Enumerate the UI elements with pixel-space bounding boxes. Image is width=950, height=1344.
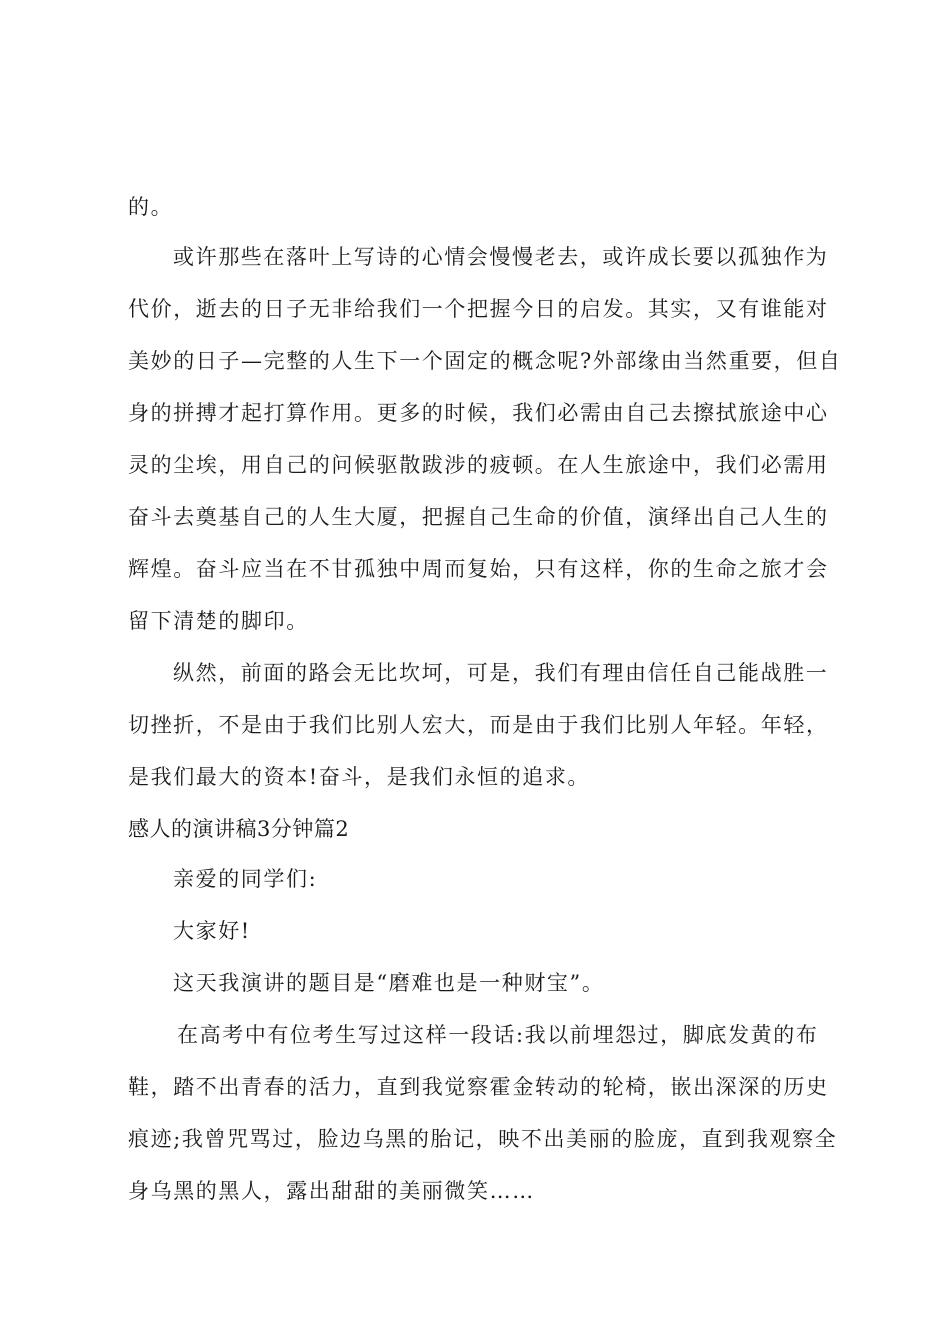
paragraph-line: 纵然，前面的路会无比坎坷，可是，我们有理由信任自己能战胜一 xyxy=(173,661,829,685)
paragraph-line: 这天我演讲的题目是“磨难也是一种财宝”。 xyxy=(173,971,605,995)
paragraph-line: 鞋，踏不出青春的活力，直到我觉察霍金转动的轮椅，嵌出深深的历史 xyxy=(128,1075,829,1099)
paragraph-line: 是我们最大的资本!奋斗，是我们永恒的追求。 xyxy=(128,765,591,789)
paragraph-line: 切挫折，不是由于我们比别人宏大，而是由于我们比别人年轻。年轻， xyxy=(128,713,829,737)
greeting-line: 大家好! xyxy=(173,919,251,943)
greeting-line: 亲爱的同学们: xyxy=(173,867,318,891)
paragraph-line: 代价，逝去的日子无非给我们一个把握今日的启发。其实，又有谁能对 xyxy=(128,297,829,321)
paragraph-line: 辉煌。奋斗应当在不甘孤独中周而复始，只有这样，你的生命之旅才会 xyxy=(128,557,829,581)
section-heading: 感人的演讲稿3分钟篇2 xyxy=(128,817,350,841)
paragraph-line: 的。 xyxy=(128,195,174,219)
paragraph-line: 身乌黑的黑人，露出甜甜的美丽微笑…… xyxy=(128,1179,535,1203)
paragraph-line: 留下清楚的脚印。 xyxy=(128,609,309,633)
paragraph-line: 在高考中有位考生写过这样一段话:我以前埋怨过，脚底发黄的布 xyxy=(177,1023,819,1047)
paragraph-line: 痕迹;我曾咒骂过，脸边乌黑的胎记，映不出美丽的脸庞，直到我观察全 xyxy=(128,1127,838,1151)
paragraph-line: 奋斗去奠基自己的人生大厦，把握自己生命的价值，演绎出自己人生的 xyxy=(128,505,829,529)
paragraph-line: 灵的尘埃，用自己的问候驱散跋涉的疲顿。在人生旅途中，我们必需用 xyxy=(128,453,829,477)
paragraph-line: 美妙的日子—完整的人生下一个固定的概念呢?外部缘由当然重要，但自 xyxy=(128,349,842,373)
paragraph-line: 身的拼搏才起打算作用。更多的时候，我们必需由自己去擦拭旅途中心 xyxy=(128,401,829,425)
paragraph-line: 或许那些在落叶上写诗的心情会慢慢老去，或许成长要以孤独作为 xyxy=(173,245,829,269)
